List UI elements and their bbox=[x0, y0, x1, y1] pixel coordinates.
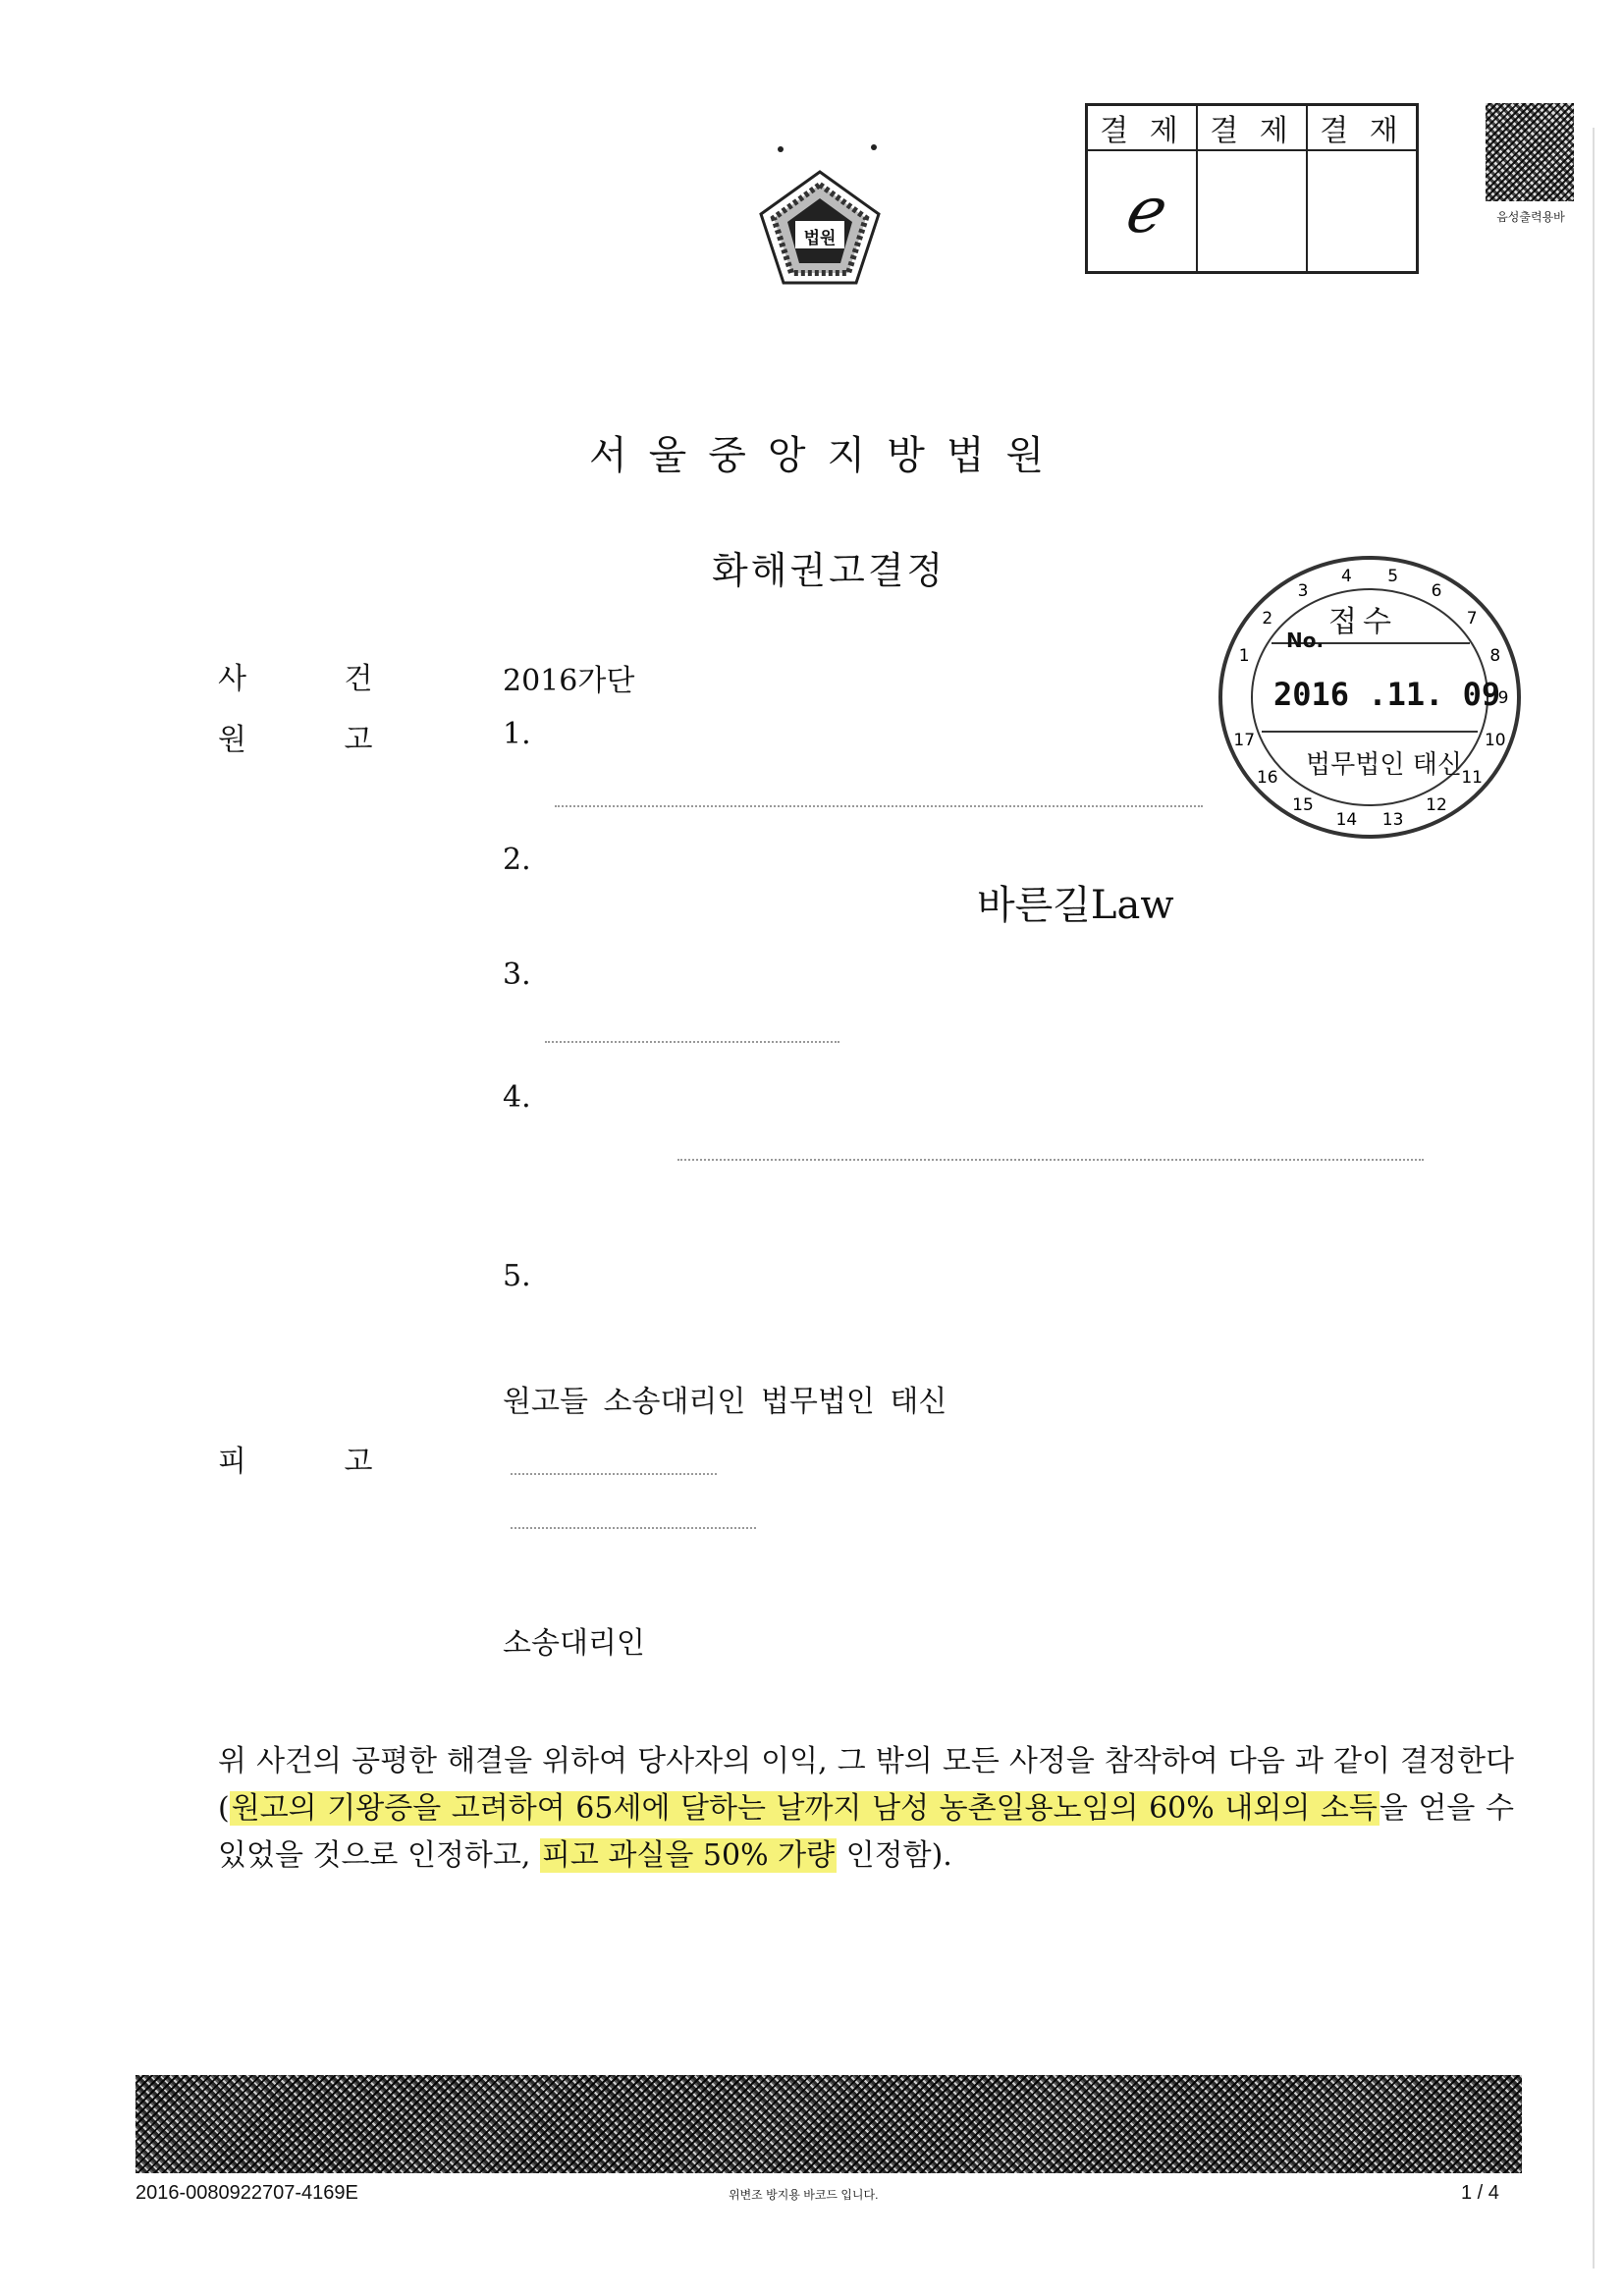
defendant-agent: 소송대리인 bbox=[503, 1626, 645, 1661]
receipt-ring-number: 10 bbox=[1484, 731, 1506, 751]
receipt-ring-number: 6 bbox=[1431, 580, 1442, 601]
case-number: 2016가단 bbox=[503, 664, 635, 698]
approval-cell-2 bbox=[1197, 150, 1307, 273]
receipt-no-label: No. bbox=[1286, 629, 1325, 652]
receipt-ring-number: 7 bbox=[1466, 609, 1478, 629]
receipt-ring-number: 4 bbox=[1340, 566, 1352, 586]
redacted-line bbox=[511, 1517, 756, 1529]
highlight-negligence: 피고 과실을 50% 가량 bbox=[541, 1838, 836, 1873]
receipt-ring-number: 11 bbox=[1461, 767, 1484, 788]
plaintiff-5: 5. bbox=[503, 1259, 531, 1293]
approval-signature: ℯ bbox=[1123, 175, 1161, 247]
plaintiff-agent: 원고들 소송대리인 법무법인 태신 bbox=[503, 1385, 947, 1419]
receipt-stamp bbox=[1213, 550, 1527, 845]
court-seal-text: 법원 bbox=[803, 229, 837, 248]
receipt-ring-number: 5 bbox=[1387, 566, 1399, 586]
redacted-line bbox=[511, 1463, 717, 1475]
plaintiff-2: 2. bbox=[503, 843, 531, 877]
receipt-label: 접수 bbox=[1328, 605, 1397, 639]
anti-forgery-barcode bbox=[135, 2075, 1522, 2173]
receipt-ring-number: 2 bbox=[1262, 609, 1273, 629]
approval-header-3: 결 재 bbox=[1307, 105, 1418, 151]
decision-paragraph bbox=[218, 1738, 1514, 1880]
receipt-ring-number: 13 bbox=[1381, 810, 1404, 831]
court-title: 서울중앙지방법원 bbox=[589, 433, 1066, 478]
receipt-ring-number: 15 bbox=[1292, 795, 1314, 816]
plaintiff-label: 원 고 bbox=[218, 723, 373, 757]
footer-note: 위변조 방지용 바코드 입니다. bbox=[729, 2188, 879, 2202]
footer-doc-id: 2016-0080922707-4169E bbox=[135, 2182, 358, 2204]
watermark-text: 바른길Law bbox=[967, 874, 1184, 930]
receipt-ring-number: 16 bbox=[1256, 767, 1278, 788]
approval-header-2: 결 제 bbox=[1197, 105, 1307, 151]
receipt-ring-number: 14 bbox=[1335, 810, 1358, 831]
approval-header-1: 결 제 bbox=[1087, 105, 1198, 151]
approval-box bbox=[1085, 103, 1419, 274]
plaintiff-4: 4. bbox=[503, 1080, 531, 1115]
document-title: 화해권고결정 bbox=[712, 549, 947, 592]
defendant-label: 피 고 bbox=[218, 1445, 373, 1479]
scan-edge-line bbox=[1593, 128, 1595, 2269]
redacted-line bbox=[555, 795, 1203, 807]
receipt-ring-number: 3 bbox=[1297, 580, 1309, 601]
qr-code bbox=[1486, 103, 1574, 201]
receipt-ring-number: 9 bbox=[1497, 688, 1509, 708]
highlight-income: 원고의 기왕증을 고려하여 65세에 달하는 날까지 남성 농촌일용노임의 60% 내외의 소득 bbox=[231, 1791, 1378, 1826]
redacted-line bbox=[677, 1149, 1424, 1161]
receipt-firm: 법무법인 태신 bbox=[1306, 750, 1462, 780]
redacted-line bbox=[545, 1031, 839, 1043]
footer-page: 1 / 4 bbox=[1461, 2182, 1499, 2204]
receipt-date: 2016 .11. 09 bbox=[1273, 676, 1501, 713]
case-label: 사 건 bbox=[218, 662, 373, 696]
decision-text-2: 을 얻을 수 있었을 것으로 인정하고, bbox=[218, 1791, 1514, 1873]
court-seal bbox=[746, 137, 893, 314]
plaintiff-3: 3. bbox=[503, 957, 531, 992]
receipt-ring-number: 1 bbox=[1238, 645, 1250, 666]
receipt-ring-number: 8 bbox=[1489, 645, 1501, 666]
receipt-ring-number: 12 bbox=[1426, 795, 1447, 816]
approval-cell-3 bbox=[1307, 150, 1418, 273]
decision-text-3: 인정함). bbox=[837, 1838, 952, 1873]
receipt-ring-number: 17 bbox=[1233, 731, 1256, 751]
approval-cell-1 bbox=[1087, 150, 1198, 273]
decision-text-1: 위 사건의 공평한 해결을 위하여 당사자의 이익, 그 밖의 모든 사정을 참작하여 다음 과 같이 결정한다( bbox=[218, 1744, 1514, 1826]
plaintiff-1: 1. bbox=[503, 717, 531, 751]
qr-caption: 음성출력용바 bbox=[1496, 210, 1565, 224]
